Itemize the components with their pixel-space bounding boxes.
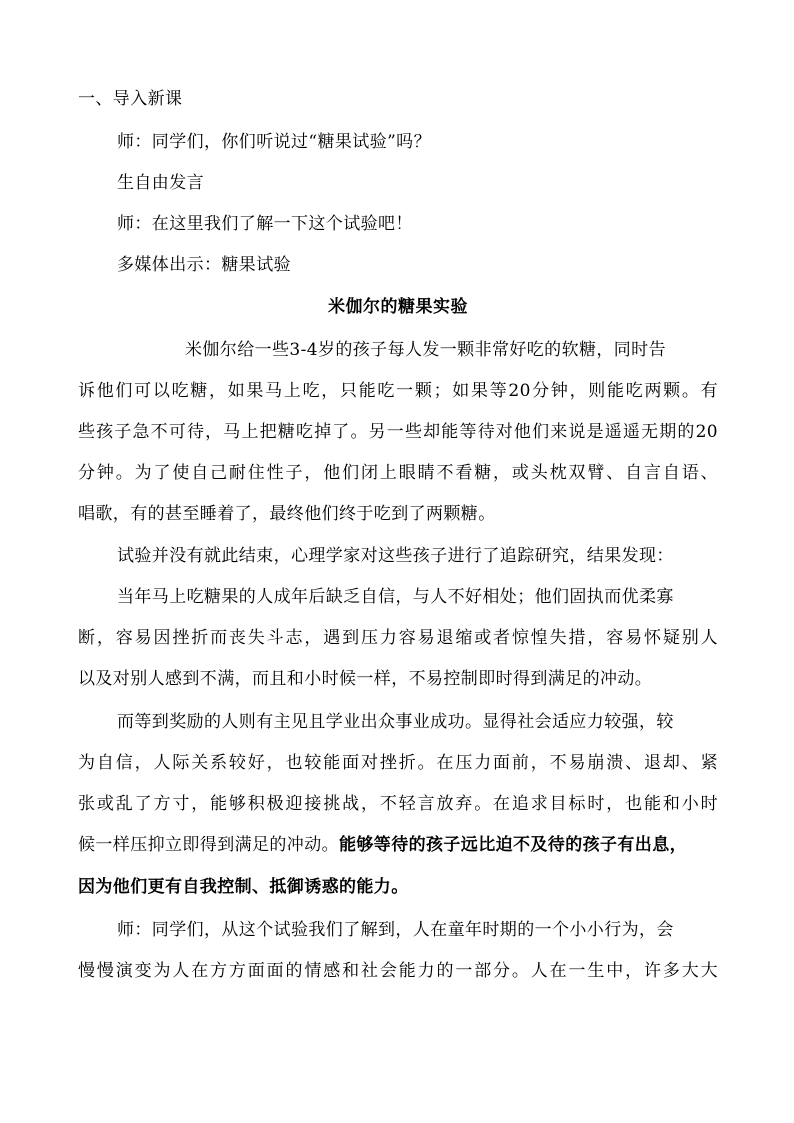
- paragraph-4-line-4: [78, 834, 718, 856]
- paragraph-4-line-5-emphasis: 因为他们更有自我控制、抵御诱惑的能力。: [78, 877, 409, 897]
- teacher-intro: 师：在这里我们了解一下这个试验吧！: [117, 214, 413, 234]
- closing-line-2: 慢慢演变为人在方方面面的情感和社会能力的一部分。人在一生中，许多大大: [78, 961, 718, 981]
- paragraph-1-line-3: 些孩子急不可待，马上把糖吃掉了。另一些却能等待对他们来说是遥遥无期的20: [78, 422, 718, 442]
- paragraph-4-line-2: 为自信，人际关系较好，也较能面对挫折。在压力面前，不易崩溃、退却、紧: [78, 753, 718, 773]
- paragraph-1-line-1: 米伽尔给一些3-4岁的孩子每人发一颗非常好吃的软糖，同时告: [185, 340, 666, 360]
- paragraph-3-line-1: 当年马上吃糖果的人成年后缺乏自信，与人不好相处；他们固执而优柔寡: [117, 587, 674, 607]
- paragraph-4-line-4-emphasis: 能够等待的孩子远比迫不及待的孩子有出息，: [339, 835, 687, 855]
- paragraph-4-line-1: 而等到奖励的人则有主见且学业出众事业成功。显得社会适应力较强，较: [117, 712, 674, 732]
- closing-line-1: 师：同学们，从这个试验我们了解到，人在童年时期的一个小小行为，会: [117, 920, 674, 940]
- teacher-question: 师：同学们，你们听说过“糖果试验”吗？: [117, 132, 431, 152]
- article-title: 米伽尔的糖果实验: [328, 297, 468, 317]
- paragraph-3-line-3: 以及对别人感到不满，而且和小时候一样，不易控制即时得到满足的冲动。: [78, 669, 653, 689]
- paragraph-3-line-2: 断，容易因挫折而丧失斗志，遇到压力容易退缩或者惊惶失措，容易怀疑别人: [78, 628, 718, 648]
- paragraph-2: 试验并没有就此结束，心理学家对这些孩子进行了追踪研究，结果发现：: [117, 546, 674, 566]
- students-speak: 生自由发言: [117, 173, 204, 193]
- paragraph-1-line-2: 诉他们可以吃糖，如果马上吃，只能吃一颗；如果等20分钟，则能吃两颗。有: [78, 381, 718, 401]
- paragraph-1-line-4: 分钟。为了使自己耐住性子，他们闭上眼睛不看糖，或头枕双臂、自言自语、: [78, 463, 718, 483]
- paragraph-1-line-5: 唱歌，有的甚至睡着了，最终他们终于吃到了两颗糖。: [78, 504, 496, 524]
- section-heading: 一、导入新课: [78, 89, 183, 109]
- multimedia-display: 多媒体出示：糖果试验: [117, 255, 291, 275]
- paragraph-4-line-3: 张或乱了方寸，能够积极迎接挑战，不轻言放弃。在追求目标时，也能和小时: [78, 794, 718, 814]
- paragraph-4-line-4-normal: 候一样压抑立即得到满足的冲动。: [78, 835, 339, 855]
